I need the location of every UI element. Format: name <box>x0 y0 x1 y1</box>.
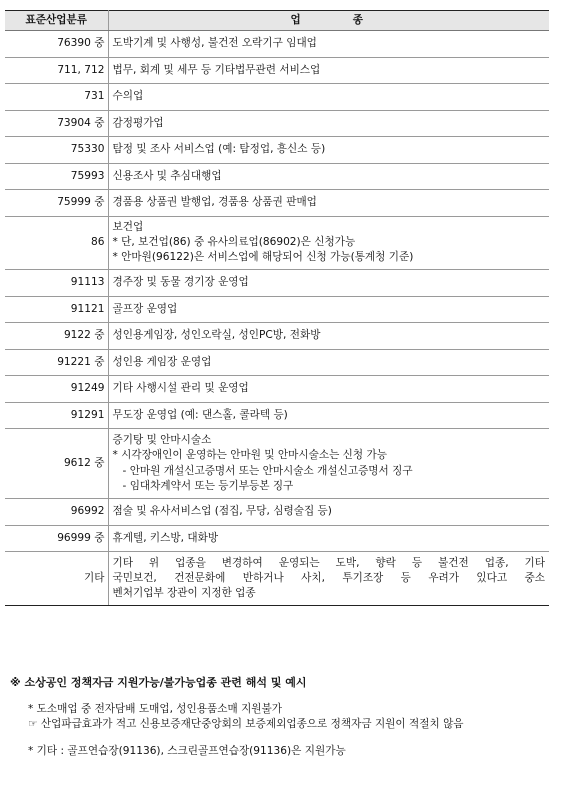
industry-desc-cell <box>108 190 549 217</box>
industry-desc-cell <box>108 402 549 429</box>
industry-code-cell: 기타 <box>5 552 108 606</box>
industry-desc-line: 점술 및 유사서비스업 (점집, 무당, 심령술집 등) <box>112 505 332 518</box>
header-industry-code: 표준산업분류 <box>5 11 108 31</box>
industry-desc-line: * 시각장애인이 운영하는 안마원 및 안마시술소는 신청 가능 <box>112 449 387 462</box>
table-row <box>5 190 549 217</box>
notes-title: ※ 소상공인 정책자금 지원가능/불가능업종 관련 해석 및 예시 <box>10 676 307 689</box>
industry-desc-line: 골프장 운영업 <box>112 302 178 315</box>
table-row <box>5 296 549 323</box>
industry-desc-line: 경주장 및 동물 경기장 운영업 <box>112 276 249 289</box>
table-row <box>5 552 549 606</box>
industry-desc-cell <box>108 57 549 84</box>
table-row <box>5 216 549 270</box>
industry-desc-cell <box>108 499 549 526</box>
industry-desc-cell <box>108 270 549 297</box>
industry-desc-line: 보건업 <box>112 221 144 234</box>
table-row <box>5 31 549 58</box>
industry-desc-line: 법무, 회계 및 세무 등 기타법무관련 서비스업 <box>112 63 321 76</box>
industry-desc-line: * 안마원(96122)은 서비스업에 해당되어 신청 가능(통계청 기준) <box>112 251 414 264</box>
industry-desc-cell <box>108 525 549 552</box>
industry-code-cell: 75993 <box>5 163 108 190</box>
industry-code-cell: 86 <box>5 216 108 270</box>
industry-code-cell: 75330 <box>5 137 108 164</box>
industry-desc-cell <box>108 110 549 137</box>
table-row <box>5 376 549 403</box>
industry-code-cell: 91291 <box>5 402 108 429</box>
industry-code-cell: 711, 712 <box>5 57 108 84</box>
industry-desc-line: * 단, 보건업(86) 중 유사의료업(86902)은 신청가능 <box>112 236 356 249</box>
industry-desc-cell <box>108 376 549 403</box>
industry-code-cell: 91113 <box>5 270 108 297</box>
industry-desc-line: - 안마원 개설신고증명서 또는 안마시술소 개설신고증명서 징구 <box>122 464 413 477</box>
industry-desc-cell <box>108 349 549 376</box>
industry-desc-line: 감정평가업 <box>112 116 164 129</box>
industry-desc-line: - 임대차계약서 또는 등기부등본 징구 <box>122 479 294 492</box>
note-item: ☞ 산업파급효과가 적고 신용보증재단중앙회의 보증제외업종으로 정책자금 지원이 적절치 않음 <box>28 718 464 731</box>
industry-code-cell: 91249 <box>5 376 108 403</box>
table-row <box>5 402 549 429</box>
industry-desc-line: 성인용게임장, 성인오락실, 성인PC방, 전화방 <box>112 329 321 342</box>
industry-desc-line: 국민보건, 건전문화에 반하거나 사치, 투기조장 등 우려가 있다고 중소 <box>112 571 545 584</box>
industry-desc-line: 도박기계 및 사행성, 불건전 오락기구 임대업 <box>112 37 317 50</box>
industry-code-cell: 731 <box>5 84 108 111</box>
industry-code-cell: 9122 중 <box>5 323 108 350</box>
industry-desc-cell <box>108 429 549 499</box>
industry-desc-line: 기타 사행시설 관리 및 운영업 <box>112 382 249 395</box>
industry-desc-line: 기타 위 업종을 변경하여 운영되는 도박, 향락 등 불건전 업종, 기타 <box>112 556 545 569</box>
industry-code-cell: 96992 <box>5 499 108 526</box>
industry-code-cell: 9612 중 <box>5 429 108 499</box>
industry-code-cell: 73904 중 <box>5 110 108 137</box>
note-item: * 기타 : 골프연습장(91136), 스크린골프연습장(91136)은 지원가능 <box>28 745 346 758</box>
header-industry-type: 업종 <box>108 11 549 31</box>
table-row <box>5 137 549 164</box>
industry-desc-line: 탐정 및 조사 서비스업 (예: 탐정업, 흥신소 등) <box>112 143 326 156</box>
restricted-industry-table <box>5 10 549 606</box>
industry-desc-line: 증기탕 및 안마시술소 <box>112 434 212 447</box>
industry-code-cell: 91221 중 <box>5 349 108 376</box>
industry-desc-line: 휴게텔, 키스방, 대화방 <box>112 531 219 544</box>
industry-code-cell: 91121 <box>5 296 108 323</box>
table-row <box>5 270 549 297</box>
table-row <box>5 499 549 526</box>
industry-code-cell: 96999 중 <box>5 525 108 552</box>
table-row <box>5 84 549 111</box>
industry-desc-line: 무도장 운영업 (예: 댄스홀, 콜라텍 등) <box>112 408 288 421</box>
note-item: * 도소매업 중 전자담배 도매업, 성인용품소매 지원불가 <box>28 703 283 716</box>
table-row <box>5 525 549 552</box>
industry-code-cell: 76390 중 <box>5 31 108 58</box>
table-row <box>5 323 549 350</box>
industry-desc-cell <box>108 84 549 111</box>
industry-desc-cell <box>108 216 549 270</box>
industry-desc-cell <box>108 552 549 606</box>
industry-desc-line: 수의업 <box>112 90 144 103</box>
notes-section <box>10 675 555 759</box>
industry-desc-cell <box>108 163 549 190</box>
table-row <box>5 429 549 499</box>
table-row <box>5 57 549 84</box>
table-row <box>5 110 549 137</box>
industry-desc-line: 신용조사 및 추심대행업 <box>112 169 222 182</box>
industry-desc-line: 경품용 상품권 발행업, 경품용 상품권 판매업 <box>112 196 317 209</box>
industry-desc-cell <box>108 323 549 350</box>
industry-code-cell: 75999 중 <box>5 190 108 217</box>
industry-desc-line: 벤처기업부 장관이 지정한 업종 <box>112 586 256 599</box>
industry-desc-line: 성인용 게임장 운영업 <box>112 355 212 368</box>
table-row <box>5 163 549 190</box>
table-header-row <box>5 11 549 31</box>
table-row <box>5 349 549 376</box>
industry-desc-cell <box>108 296 549 323</box>
industry-desc-cell <box>108 31 549 58</box>
industry-desc-cell <box>108 137 549 164</box>
